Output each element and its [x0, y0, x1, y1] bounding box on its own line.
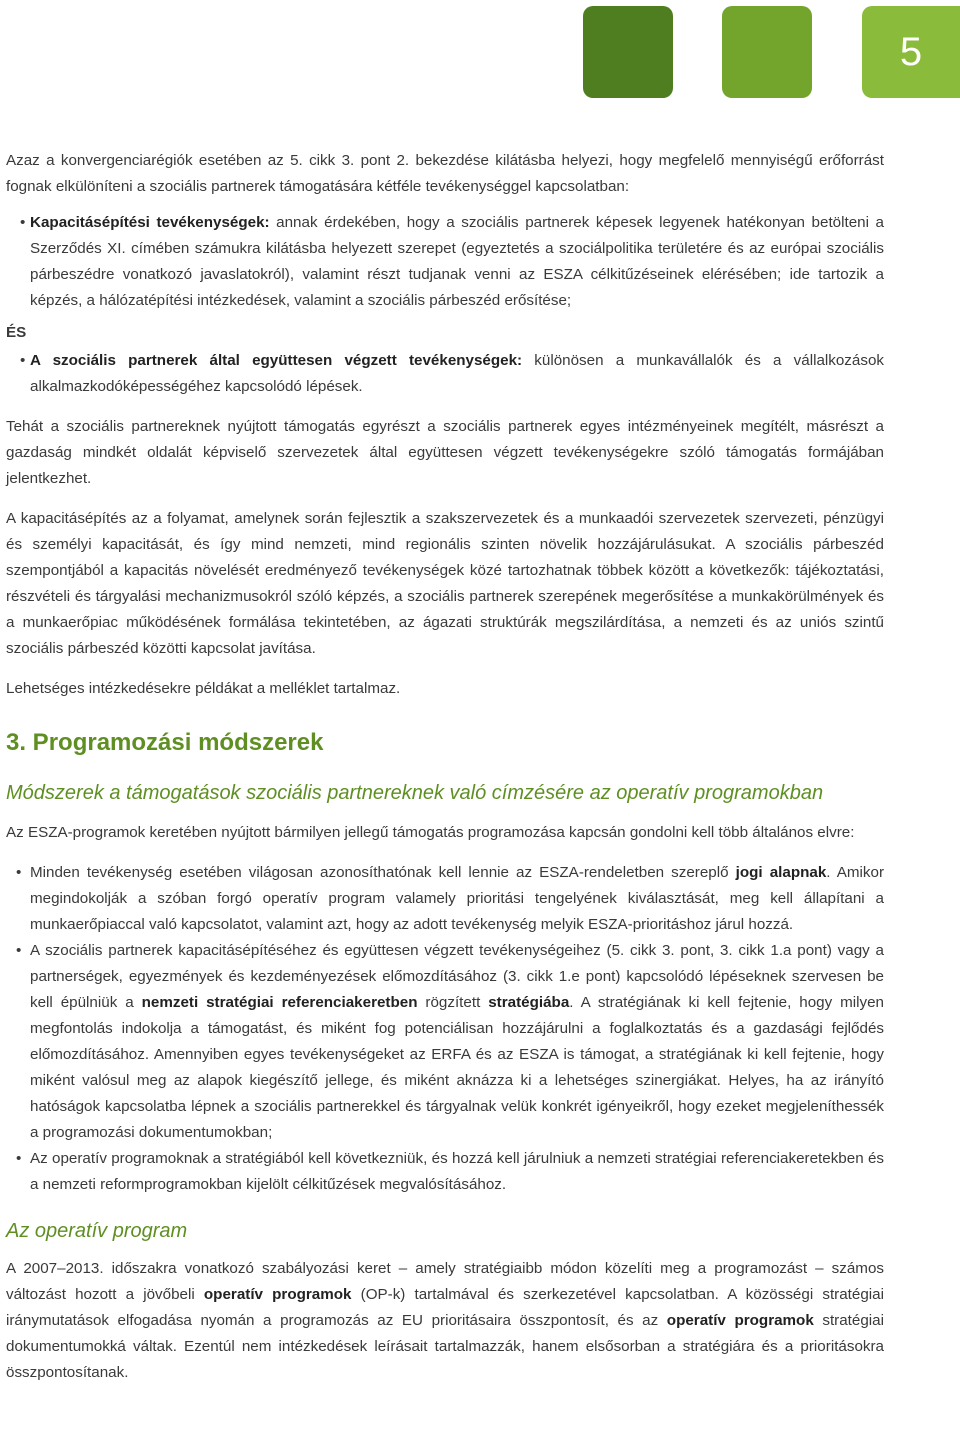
paragraph: Lehetséges intézkedésekre példákat a melléklet tartalmaz.	[6, 680, 401, 697]
document-body	[6, 148, 884, 1400]
activity-list	[6, 210, 884, 314]
list-item-text: különösen a munkavállalók és a vállalkozások alkalmazkodóképességéhez kapcsolódó lépések.	[30, 352, 884, 395]
paragraph: Az ESZA-programok keretében nyújtott bármilyen jellegű támogatás programozása kapcsán gondolni kell több általános elvre:	[6, 824, 855, 841]
bold-text: nemzeti stratégiai referenciakeretben	[141, 994, 418, 1011]
paragraph: A kapacitásépítés az a folyamat, amelynek során fejlesztik a szakszervezetek és a munkaadói szervezetek szervezeti, pénzügyi és személyi kapacitását, és így mind nemzeti, mind regionális szinten növelik hozzájárulásukat. A szociális párbeszéd szempontjából a kapacitás növelését eredményező tevékenységek közé tartozhatnak többek között a következők: tájékoztatási, részvételi és tárgyalási mechanizmusokról szóló képzés, a szociális partnerek szerepének megerősítése a munkakörülmények és a munkaerőpiac működésének formálása tekintetében, az ágazati struktúrák megszilárdítása, a nemzeti és az uniós szintű szociális párbeszéd közötti kapcsolat javítása.	[6, 510, 884, 657]
bold-text: stratégiába	[488, 994, 570, 1011]
page-number: 5	[899, 30, 923, 74]
text: A 2007–2013. időszakra vonatkozó szabályozási keret – amely stratégiaibb módon közelíti meg a programozást – számos változást hozott a jövőbeli	[6, 1260, 884, 1303]
text: . Amikor megindokolják a szóban forgó operatív program valamely prioritási tengelyének kiválasztását, meg kell állapítani a munkaerőpiaccal való kapcsolatot, valamint azt, hogy az adott tevékenység melyik ESZA-prioritáshoz járul hozzá.	[30, 864, 885, 933]
list-item: • Az operatív programoknak a stratégiából kell következniük, és hozzá kell járulniuk a nemzeti stratégiai referenciakeretekben és a nemzeti reformprogramokban kijelölt célkitűzések megvalósításához.	[6, 1146, 884, 1198]
list-item	[6, 210, 884, 314]
text: stratégiai dokumentumokká váltak. Ezentúl nem intézkedések leírásait tartalmazzák, hanem elsősorban a stratégiára és a prioritásokra összpontosítanak.	[6, 1312, 884, 1381]
bold-text: operatív programok	[203, 1286, 352, 1303]
list-item	[6, 348, 884, 400]
header-tab-mid	[722, 6, 812, 98]
text: Minden tevékenység esetében világosan azonosíthatónak kell lennie az ESZA-rendeletben szereplő	[30, 864, 736, 881]
bold-text: jogi alapnak	[735, 864, 827, 881]
list-item-title: Kapacitásépítési tevékenységek:	[30, 214, 270, 231]
bold-text: operatív programok	[666, 1312, 814, 1329]
text: rögzített	[417, 994, 489, 1011]
section-heading: 3. Programozási módszerek	[6, 729, 324, 756]
list-item-title: A szociális partnerek által együttesen végzett tevékenységek:	[30, 352, 523, 369]
activity-list-2	[6, 348, 884, 400]
es-label: ÉS	[6, 324, 27, 341]
text: . A stratégiának ki kell fejtenie, hogy milyen megfontolás indokolja a támogatást, és miként fog potenciálisan hozzájárulni a foglalkoztatás és a gazdasági fejlődés előmozdításához. Amennyiben egyes tevékenységeket az ERFA és az ESZA is támogat, a stratégiának ki kell fejtenie, hogy miként valósul meg az alapok kiegészítő jellege, és miként aknázza ki a lehetséges szinergiákat. Helyes, ha az irányító hatóságok kapcsolatba lépnek a szociális partnerekkel és tárgyalnak velük konkrét igényeikről, hogy ezeket megjeleníthessék a programozási dokumentumokban;	[30, 994, 884, 1141]
text: A szociális partnerek kapacitásépítéséhez és együttesen végzett tevékenységeihez (5. cikk 3. pont, 3. cikk 1.a pont) vagy a partnerségek, egyezmények és kezdeményezések előmozdításához (3. cikk 1.e pont) kapcsolódó lépéseknek szervesen be kell épülniük a	[30, 942, 884, 1011]
paragraph: Tehát a szociális partnereknek nyújtott támogatás egyrészt a szociális partnerek egyes intézményeinek megítélt, másrészt a gazdaság mindkét oldalát képviselő szervezetek által együttesen végzett tevékenységekre szóló támogatás formájában jelentkezhet.	[6, 418, 884, 487]
subheading: Módszerek a támogatások szociális partnereknek való címzésére az operatív programokban	[6, 782, 824, 804]
paragraph	[6, 1256, 884, 1386]
list-item-text: annak érdekében, hogy a szociális partnerek képesek legyenek hatékonyan betölteni a Szerződés XI. címében számukra kilátásba helyezett szerepet (egyeztetés a szociálpolitika területére és az európai szociális párbeszédre vonatkozó javaslatokról), valamint részt tudjanak venni az ESZA célkitűzéseinek elérésében; ide tartozik a képzés, a hálózatépítési intézkedések, valamint a szociális párbeszéd erősítése;	[30, 214, 884, 309]
list-item	[6, 938, 884, 1146]
list-item	[6, 860, 884, 938]
intro-paragraph: Azaz a konvergenciarégiók esetében az 5. cikk 3. pont 2. bekezdése kilátásba helyezi, hogy megfelelő mennyiségű erőforrást fognak elkülöníteni a szociális partnerek támogatására kétféle tevékenységgel kapcsolatban:	[6, 152, 884, 195]
text: (OP-k) tartalmával és szerkezetével kapcsolatban. A közösségi stratégiai iránymutatások elfogadása nyomán a programozás az EU prioritásaira összpontosít, és az	[6, 1286, 884, 1329]
principles-list	[6, 860, 884, 1198]
subheading: Az operatív program	[6, 1220, 188, 1242]
header-tab-dark	[583, 6, 673, 98]
